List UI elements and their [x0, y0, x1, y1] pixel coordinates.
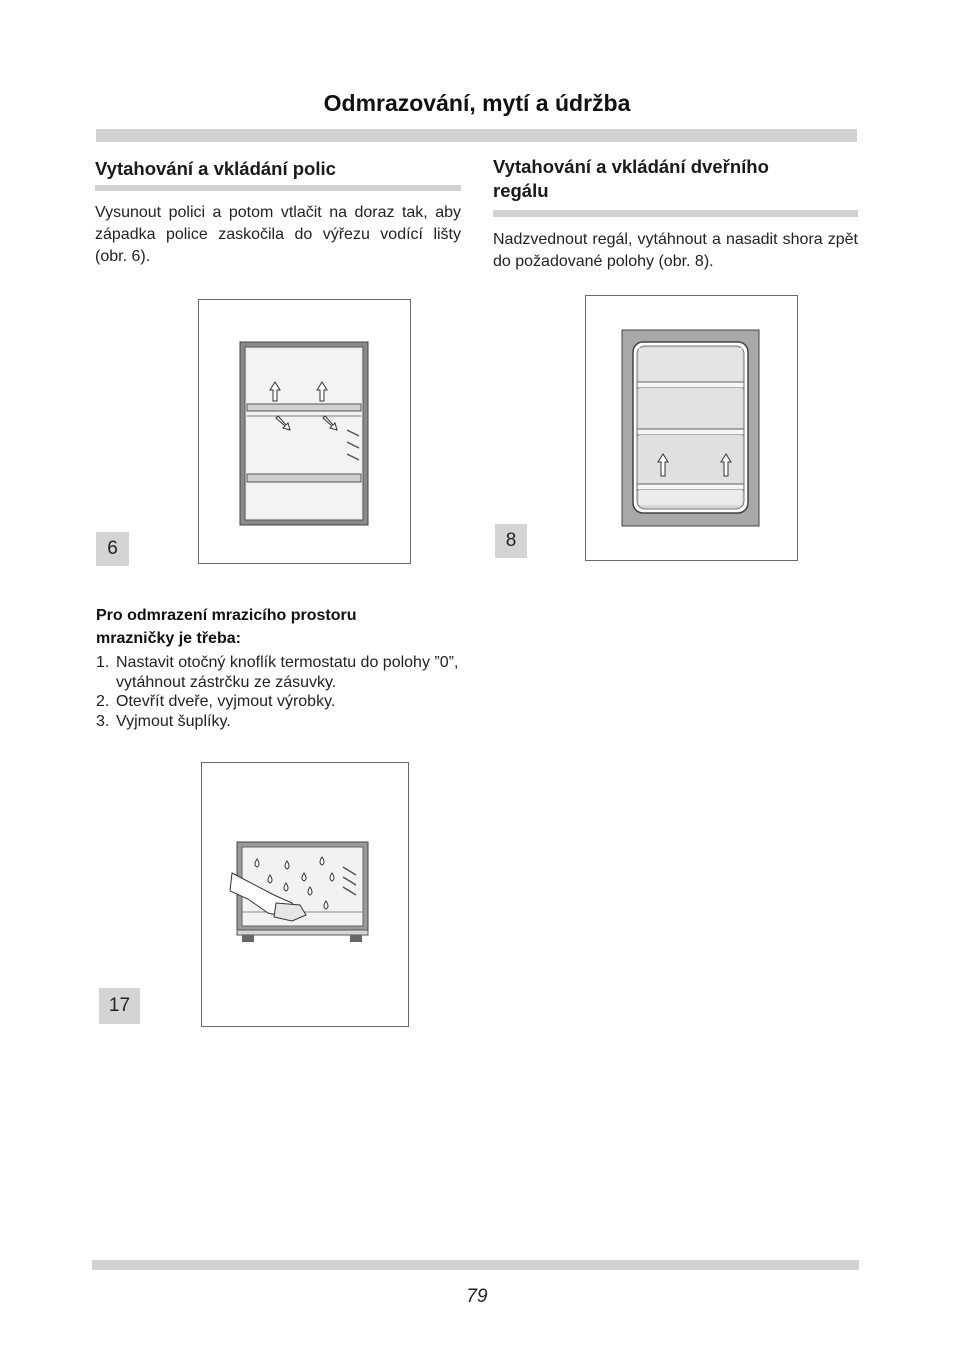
- door-rack-illustration: [586, 296, 797, 560]
- footer-divider: [92, 1260, 859, 1270]
- fridge-shelves-illustration: [199, 300, 410, 563]
- page-title: Odmrazování, mytí a údržba: [323, 90, 631, 116]
- door-rack-instructions: Nadzvednout regál, vytáhnout a nasadit shora zpět do požadované polohy (obr. 8).: [493, 231, 858, 270]
- defrost-steps: [96, 653, 462, 731]
- defrost-title-line2: mrazničky je třeba:: [96, 630, 241, 647]
- section-title-shelves: Vytahování a vkládání polic: [95, 158, 336, 179]
- figure-8-label: 8: [495, 524, 527, 558]
- figure-17-label: 17: [99, 988, 140, 1024]
- figure-8-box: [585, 295, 798, 561]
- section-divider-shelves: [95, 185, 461, 191]
- defrost-freezer-illustration: [202, 763, 408, 1026]
- list-item: 3. Vyjmout šuplíky.: [96, 712, 231, 730]
- section-title-door-rack-line1: Vytahování a vkládání dveřního: [493, 156, 769, 177]
- page-number: 79: [466, 1286, 488, 1307]
- section-divider-door-rack: [493, 210, 858, 217]
- list-item: 1. Nastavit otočný knoflík termostatu do polohy ”0”, vytáhnout zástrčku ze zásuvky.: [96, 654, 459, 691]
- list-item: 2. Otevřít dveře, vyjmout výrobky.: [96, 693, 336, 710]
- defrost-title-line1: Pro odmrazení mrazicího prostoru: [96, 607, 357, 624]
- shelves-instructions: Vysunout polici a potom vtlačit na doraz tak, aby západka police zaskočila do výřezu vodící lišty (obr. 6).: [95, 204, 461, 265]
- header-divider: [96, 129, 857, 142]
- figure-17-box: [201, 762, 409, 1027]
- figure-6-label: 6: [96, 532, 129, 566]
- section-title-door-rack-line2: regálu: [493, 180, 549, 201]
- figure-6-box: [198, 299, 411, 564]
